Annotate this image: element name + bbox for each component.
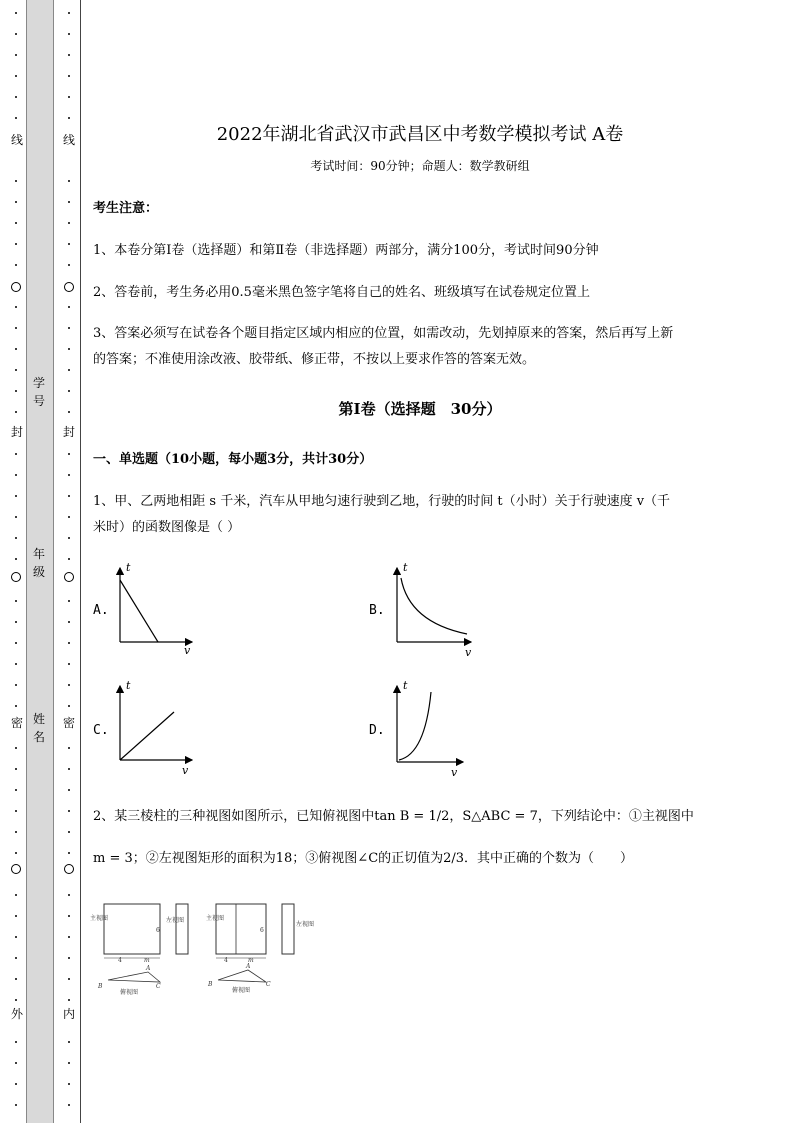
seal-dot (15, 768, 17, 770)
notice-item-1: 1、本卷分第I卷（选择题）和第Ⅱ卷（非选择题）两部分，满分100分，考试时间90分钟 (93, 243, 599, 258)
seal-dot (68, 180, 70, 182)
seal-dot (68, 369, 70, 371)
dim-6-2: 6 (260, 927, 264, 934)
seal-dot (15, 75, 17, 77)
seal-dot (68, 894, 70, 896)
seal-circle (64, 282, 74, 292)
seal-dot (68, 747, 70, 749)
dim-6: 6 (156, 927, 160, 934)
seal-dot (68, 621, 70, 623)
seal-dot (68, 600, 70, 602)
seal-dot (68, 810, 70, 812)
seal-dot (15, 1062, 17, 1064)
seal-dot (68, 54, 70, 56)
seal-dot (68, 768, 70, 770)
seal-dot (68, 1104, 70, 1106)
seal-circle (11, 864, 21, 874)
seal-char-wai: 外 (10, 1007, 23, 1021)
part-title: 一、单选题（10小题，每小题3分，共计30分） (93, 452, 373, 467)
q1-line-2: 米时）的函数图像是（ ） (93, 520, 241, 535)
seal-char-xian-outer: 线 (10, 133, 23, 147)
seal-dot (68, 1083, 70, 1085)
dim-m-2: m (248, 957, 254, 964)
dim-4: 4 (118, 957, 122, 964)
axis-t-label: t (126, 561, 131, 574)
axis-t-label: t (126, 679, 131, 692)
frame-line (80, 0, 81, 1123)
seal-dot (15, 1041, 17, 1043)
notice-item-3: 3、答案必须写在试卷各个题目指定区域内相应的位置，如需改动，先划掉原来的答案，然后再写上新 (93, 326, 674, 341)
seal-dot (15, 600, 17, 602)
top-view-label: 俯视图 (120, 989, 139, 996)
seal-dot (68, 642, 70, 644)
seal-dot (15, 306, 17, 308)
seal-dot (15, 621, 17, 623)
curve (399, 692, 431, 760)
left-view-label: 左视图 (166, 917, 185, 924)
dim-4-2: 4 (224, 957, 228, 964)
exam-title: 2022年湖北省武汉市武昌区中考数学模拟考试 A卷 (216, 124, 624, 145)
option-b-graph (387, 560, 477, 658)
point-c: C (156, 983, 161, 990)
notice-heading: 考生注意： (93, 201, 159, 216)
seal-dot (15, 222, 17, 224)
seal-dot (68, 327, 70, 329)
point-b: B (98, 983, 103, 990)
seal-dot (68, 411, 70, 413)
seal-dot (68, 306, 70, 308)
seal-dot (15, 1104, 17, 1106)
seal-dot (15, 705, 17, 707)
inner-dotted-line (63, 0, 75, 1123)
seal-char-feng-outer: 封 (10, 425, 23, 439)
seal-dot (15, 831, 17, 833)
axis-v-label: v (451, 766, 458, 778)
seal-dot (15, 999, 17, 1001)
seal-dot (68, 936, 70, 938)
main-view-rect-2 (216, 904, 266, 954)
seal-dot (68, 516, 70, 518)
top-view-triangle (108, 972, 160, 982)
field-name-label: 姓 名 (32, 712, 45, 744)
option-b-label[interactable]: B. (369, 603, 385, 618)
seal-dot (68, 999, 70, 1001)
seal-dot (15, 117, 17, 119)
seal-dot (68, 96, 70, 98)
seal-dot (15, 957, 17, 959)
option-c-label[interactable]: C. (93, 723, 109, 738)
field-student-id-label: 学 号 (32, 376, 45, 408)
seal-dot (15, 495, 17, 497)
seal-dot (68, 348, 70, 350)
seal-circle (11, 282, 21, 292)
seal-dot (15, 264, 17, 266)
seal-dot (15, 453, 17, 455)
curve (401, 578, 467, 634)
seal-dot (68, 684, 70, 686)
seal-dot (68, 558, 70, 560)
axis-v-label: v (184, 644, 191, 655)
seal-dot (15, 180, 17, 182)
seal-dot (15, 558, 17, 560)
seal-dot (68, 264, 70, 266)
seal-circle (11, 572, 21, 582)
seal-dot (15, 201, 17, 203)
seal-char-xian-inner: 线 (62, 133, 75, 147)
seal-dot (15, 33, 17, 35)
seal-circle (64, 572, 74, 582)
seal-dot (15, 516, 17, 518)
seal-dot (68, 978, 70, 980)
point-b-2: B (208, 981, 213, 988)
option-a-graph (110, 560, 200, 655)
left-view-rect-2 (282, 904, 294, 954)
dim-m: m (144, 957, 150, 964)
seal-dot (15, 12, 17, 14)
seal-dot (15, 348, 17, 350)
point-a-2: A (246, 963, 251, 970)
seal-dot (68, 1041, 70, 1043)
notice-item-2: 2、答卷前，考生务必用0.5毫米黑色签字笔将自己的姓名、班级填写在试卷规定位置上 (93, 285, 590, 300)
curve (120, 580, 158, 642)
seal-dot (68, 663, 70, 665)
axis-t-label: t (403, 561, 408, 574)
seal-dot (15, 789, 17, 791)
seal-dot (15, 852, 17, 854)
main-view-label-2: 主视图 (206, 915, 225, 922)
seal-dot (68, 537, 70, 539)
seal-dot (68, 915, 70, 917)
seal-dot (68, 957, 70, 959)
notice-item-3-cont: 的答案；不准使用涂改液、胶带纸、修正带，不按以上要求作答的答案无效。 (93, 352, 536, 367)
top-view-triangle-2 (218, 970, 266, 982)
seal-dot (68, 705, 70, 707)
seal-dot (15, 915, 17, 917)
seal-circle (64, 864, 74, 874)
seal-dot (68, 390, 70, 392)
seal-dot (68, 117, 70, 119)
seal-dot (15, 474, 17, 476)
seal-dot (68, 243, 70, 245)
axis-t-label: t (403, 679, 408, 692)
q2-three-views-figure (88, 896, 328, 1000)
main-view-label: 主视图 (90, 915, 109, 922)
option-c-graph (110, 678, 200, 776)
option-a-label[interactable]: A. (93, 603, 109, 618)
seal-dot (68, 201, 70, 203)
seal-dot (15, 894, 17, 896)
seal-dot (15, 747, 17, 749)
seal-dot (68, 222, 70, 224)
section-title: 第I卷（选择题 30分） (338, 400, 502, 418)
seal-dot (15, 1083, 17, 1085)
seal-char-feng-inner: 封 (62, 425, 75, 439)
seal-dot (68, 831, 70, 833)
seal-char-mi-outer: 密 (10, 716, 23, 730)
seal-char-mi-inner: 密 (62, 716, 75, 730)
seal-dot (15, 327, 17, 329)
seal-dot (68, 453, 70, 455)
curve (120, 712, 174, 760)
seal-dot (15, 684, 17, 686)
point-c-2: C (266, 981, 271, 988)
seal-dot (15, 369, 17, 371)
outer-dotted-line (10, 0, 22, 1123)
seal-dot (15, 978, 17, 980)
seal-dot (68, 789, 70, 791)
seal-dot (15, 642, 17, 644)
option-d-graph (387, 678, 477, 778)
seal-dot (68, 852, 70, 854)
q2-line-1: 2、某三棱柱的三种视图如图所示，已知俯视图中tan B = 1/2，S△ABC = 7，下列结论中：①主视图中 (93, 809, 694, 824)
seal-dot (15, 663, 17, 665)
point-a: A (146, 965, 151, 972)
seal-dot (68, 474, 70, 476)
seal-dot (68, 12, 70, 14)
axis-v-label: v (182, 764, 189, 776)
seal-char-nei: 内 (62, 1007, 75, 1021)
left-view-label-2: 左视图 (296, 921, 315, 928)
seal-dot (68, 33, 70, 35)
seal-dot (15, 54, 17, 56)
seal-dot (68, 1062, 70, 1064)
seal-dot (15, 411, 17, 413)
seal-dot (15, 537, 17, 539)
main-view-rect (104, 904, 160, 954)
seal-dot (68, 75, 70, 77)
seal-dot (68, 495, 70, 497)
exam-subtitle: 考试时间：90分钟；命题人：数学教研组 (310, 159, 530, 173)
left-view-rect (176, 904, 188, 954)
q2-line-2: m = 3；②左视图矩形的面积为18；③俯视图∠C的正切值为2/3．其中正确的个数为（ ） (93, 851, 634, 866)
seal-dot (15, 810, 17, 812)
seal-dot (15, 243, 17, 245)
axis-v-label: v (465, 646, 472, 658)
q1-line-1: 1、甲、乙两地相距 s 千米，汽车从甲地匀速行驶到乙地，行驶的时间 t（小时）关于行驶速度 v（千 (93, 494, 671, 509)
seal-dot (15, 936, 17, 938)
seal-dot (15, 390, 17, 392)
seal-dot (15, 96, 17, 98)
top-view-label-2: 俯视图 (232, 987, 251, 994)
option-d-label[interactable]: D. (369, 723, 385, 738)
field-grade-label: 年 级 (32, 547, 45, 579)
